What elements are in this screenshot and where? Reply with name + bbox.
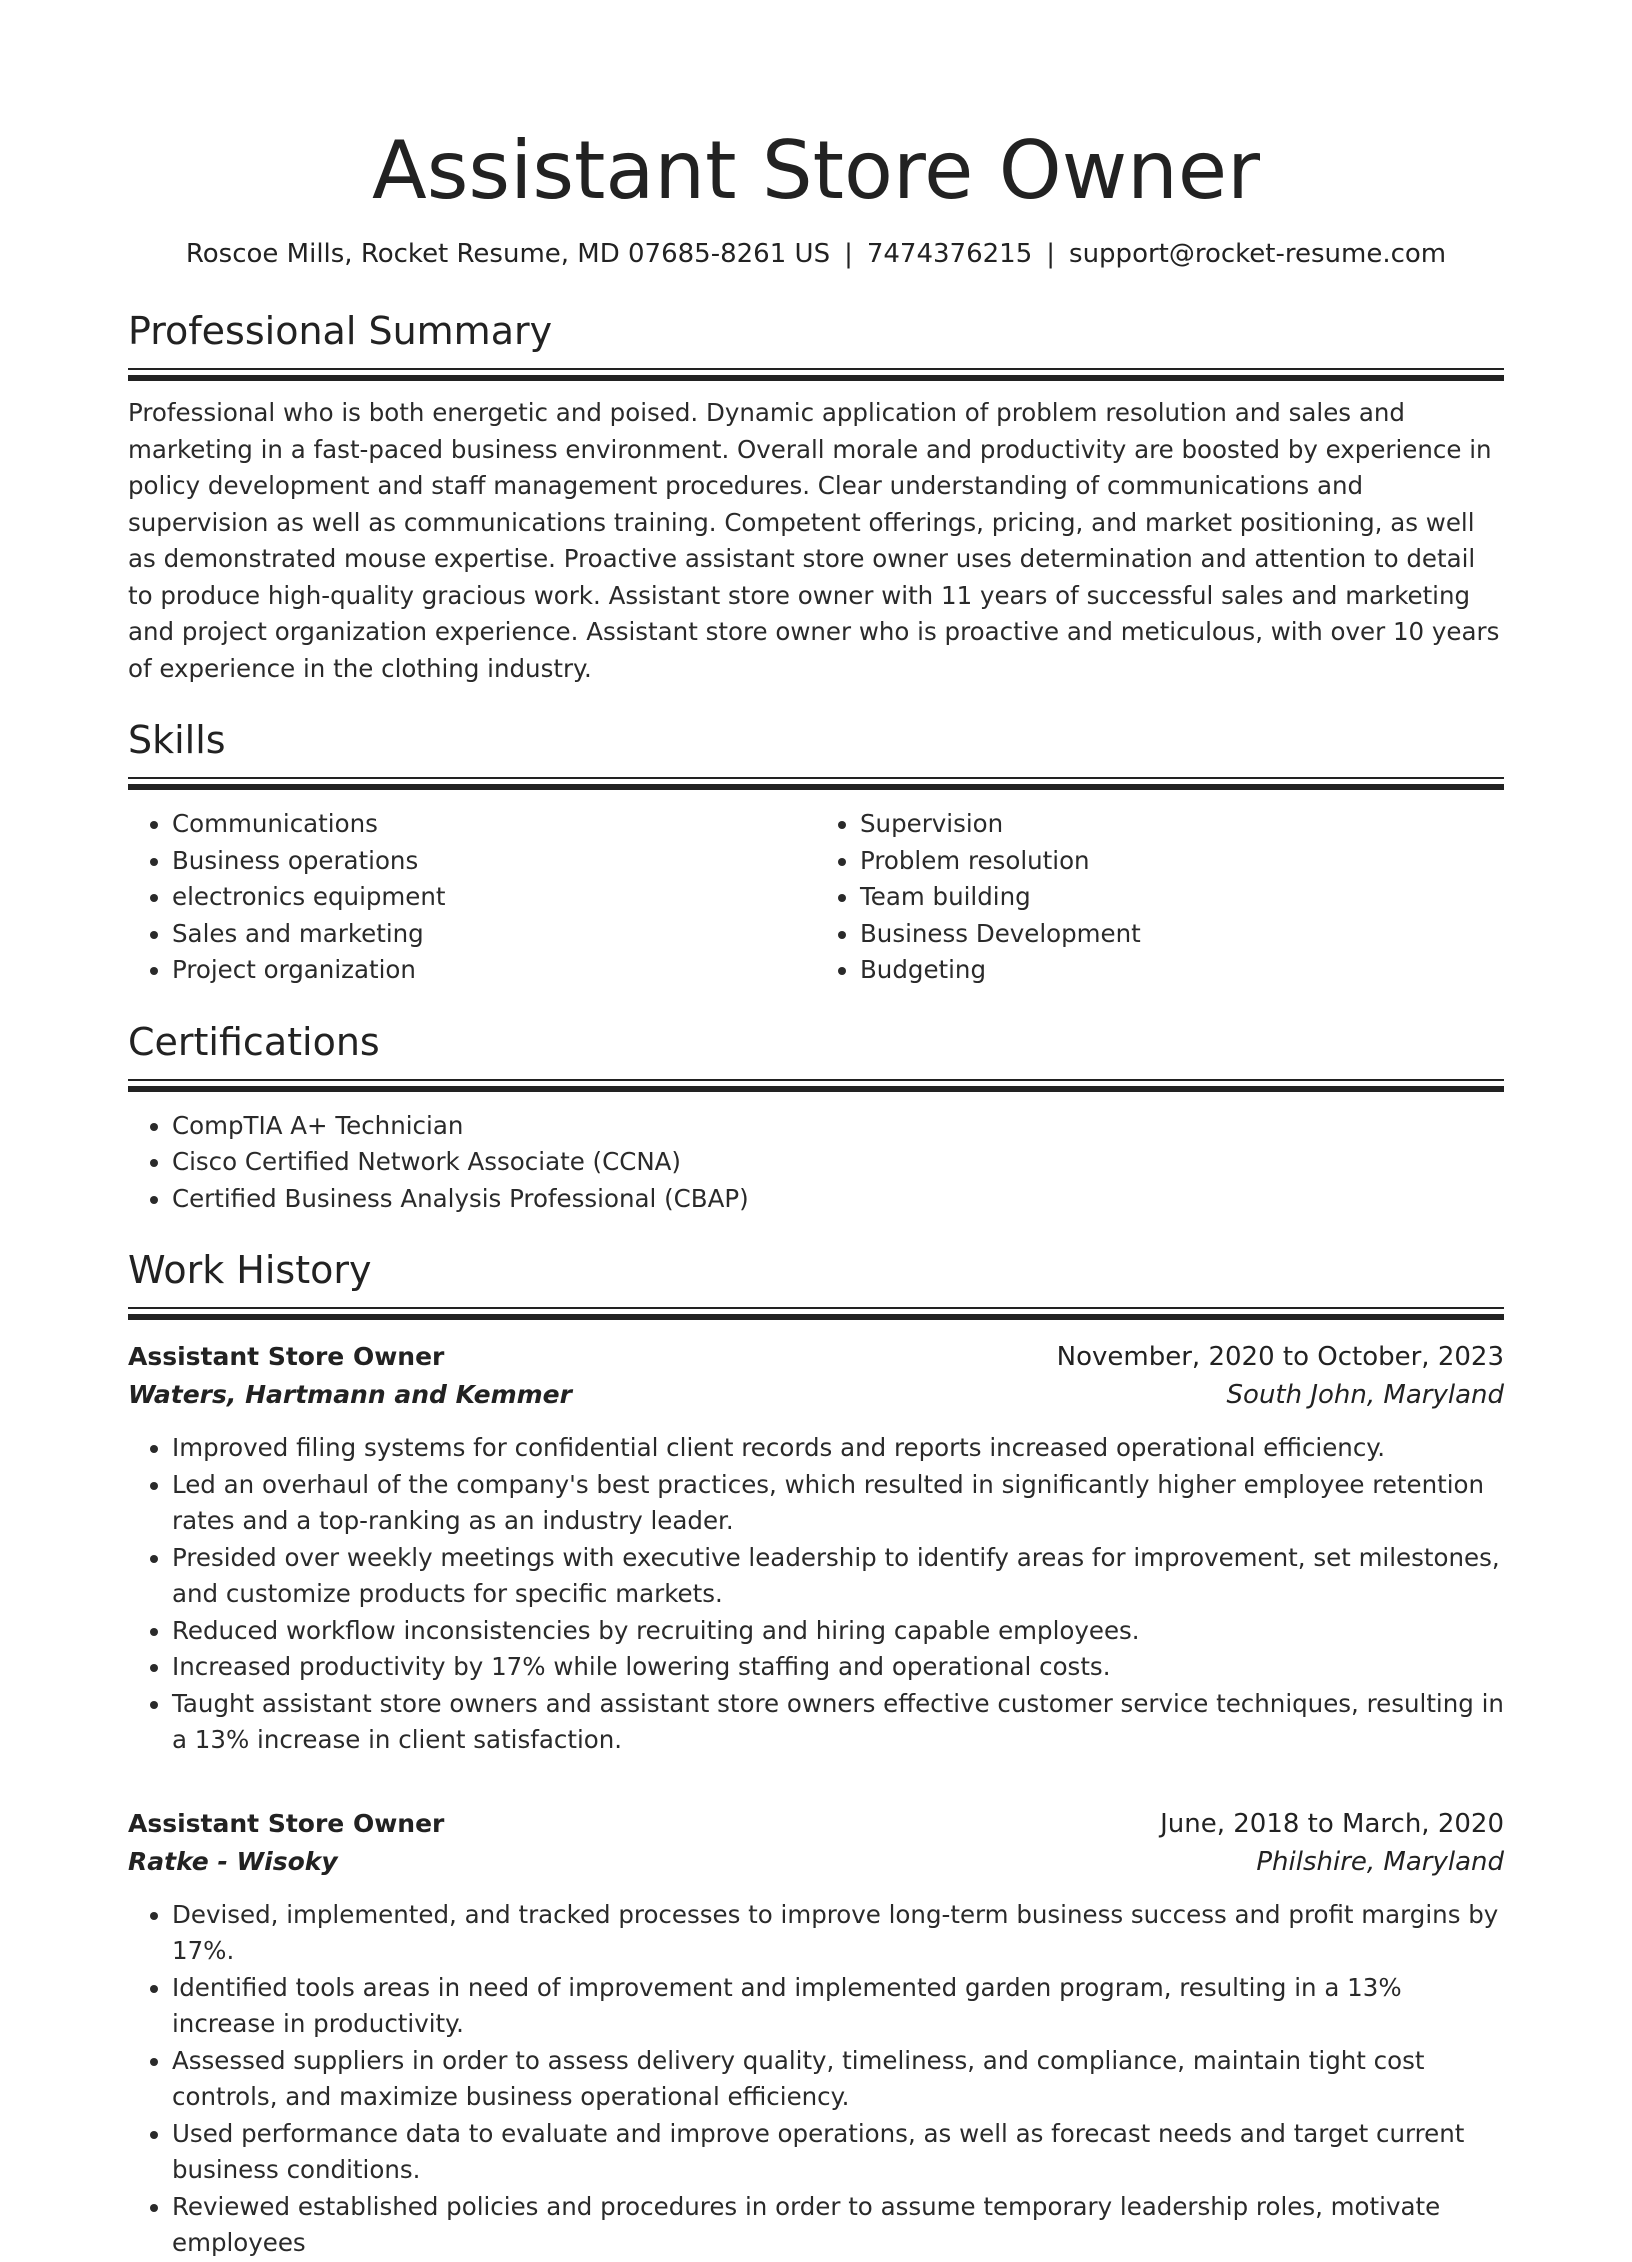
skills-grid <box>128 806 1504 989</box>
job-entry <box>128 1805 1504 2262</box>
job-header-row <box>128 1805 1504 1843</box>
job-title: Assistant Store Owner <box>128 1342 445 1371</box>
section-rule-thick <box>128 1314 1504 1320</box>
contact-address: Roscoe Mills, Rocket Resume, MD 07685-8261 US <box>185 239 831 269</box>
job-entry <box>128 1338 1504 1759</box>
job-title: Assistant Store Owner <box>128 1808 445 1838</box>
contact-phone: 7474376215 <box>866 239 1033 269</box>
contact-separator: | <box>844 239 853 269</box>
summary-section <box>128 306 1504 687</box>
job-bullet: • Reduced workflow inconsistencies by recruiting and hiring capable employees. <box>172 1613 1504 1650</box>
section-rule-thick <box>128 784 1504 790</box>
job-company-row <box>128 1376 1504 1414</box>
work-history-section <box>128 1245 1504 2262</box>
resume-name: Assistant Store Owner <box>372 124 1260 217</box>
skills-heading: Skills <box>128 718 226 762</box>
job-bullets <box>128 1430 1504 1759</box>
skill-item: • Team building <box>860 879 1504 916</box>
job-bullet: • Reviewed established policies and procedures in order to assume temporary leadership roles, motivate employees <box>172 2189 1504 2262</box>
job-dates: November, 2020 to October, 2023 <box>1056 1342 1504 1372</box>
skill-item: • Sales and marketing <box>172 916 816 953</box>
job-bullet: • Taught assistant store owners and assistant store owners effective customer service techniques, resulting in a 13% increase in client satisfaction. <box>172 1686 1504 1759</box>
skill-item: • electronics equipment <box>172 879 816 916</box>
certifications-heading: Certifications <box>128 1019 380 1064</box>
skill-item: • Communications <box>172 806 816 843</box>
job-dates: June, 2018 to March, 2020 <box>1160 1808 1504 1839</box>
job-location: Philshire, Maryland <box>1256 1846 1504 1877</box>
skill-item: • Business operations <box>172 843 816 880</box>
section-rule-thin <box>128 1079 1504 1081</box>
skill-item: • Budgeting <box>860 952 1504 989</box>
job-bullet: • Improved filing systems for confidential client records and reports increased operational efficiency. <box>172 1430 1504 1467</box>
job-bullet: • Assessed suppliers in order to assess delivery quality, timeliness, and compliance, maintain tight cost controls, and maximize business operational efficiency. <box>172 2043 1504 2116</box>
skill-item: • Project organization <box>172 952 816 989</box>
section-rule-thin <box>128 777 1504 779</box>
certification-item: • Cisco Certified Network Associate (CCNA) <box>172 1144 1504 1181</box>
certifications-list-wrap <box>128 1108 1504 1218</box>
job-bullet: • Identified tools areas in need of improvement and implemented garden program, resulting in a 13% increase in productivity. <box>172 1970 1504 2043</box>
job-company: Waters, Hartmann and Kemmer <box>128 1380 572 1409</box>
job-company: Ratke - Wisoky <box>128 1846 338 1876</box>
skills-list-left <box>128 806 816 989</box>
contact-email: support@rocket-resume.com <box>1069 239 1447 269</box>
resume-content <box>128 118 1504 2262</box>
certification-item: • CompTIA A+ Technician <box>172 1108 1504 1145</box>
job-header-row <box>128 1338 1504 1376</box>
skills-section <box>128 715 1504 989</box>
skill-item: • Supervision <box>860 806 1504 843</box>
job-bullet: • Presided over weekly meetings with executive leadership to identify areas for improvement, set milestones, and customize products for specific markets. <box>172 1540 1504 1613</box>
skills-list-right <box>816 806 1504 989</box>
certifications-list <box>128 1108 1504 1218</box>
work-history-heading: Work History <box>128 1248 372 1292</box>
job-bullets <box>128 1897 1504 2262</box>
certifications-section <box>128 1017 1504 1218</box>
job-bullet: • Used performance data to evaluate and improve operations, as well as forecast needs and target current business conditions. <box>172 2116 1504 2189</box>
certification-item: • Certified Business Analysis Professional (CBAP) <box>172 1181 1504 1218</box>
summary-text: Professional who is both energetic and poised. Dynamic application of problem resolution and sales and marketing in a fast-paced business environment. Overall morale and productivity are boosted by experience in policy development and staff management procedures. Clear understanding of communications and supervision as well as communications training. Competent offerings, pricing, and market positioning, as well as demonstrated mouse expertise. Proactive assistant store owner uses determination and attention to detail to produce high-quality gracious work. Assistant store owner with 11 years of successful sales and marketing and project organization experience. Assistant store owner who is proactive and meticulous, with over 10 years of experience in the clothing industry. <box>128 398 1500 683</box>
section-rule-thin <box>128 368 1504 370</box>
contact-separator: | <box>1046 239 1056 269</box>
section-rule-thin <box>128 1307 1504 1309</box>
summary-heading: Professional Summary <box>128 309 553 353</box>
contact-line <box>128 236 1504 272</box>
job-bullet: • Led an overhaul of the company's best practices, which resulted in significantly higher employee retention rates and a top-ranking as an industry leader. <box>172 1467 1504 1540</box>
section-rule-thick <box>128 375 1504 381</box>
job-location: South John, Maryland <box>1226 1380 1504 1410</box>
job-bullet: • Increased productivity by 17% while lowering staffing and operational costs. <box>172 1649 1504 1686</box>
section-rule-thick <box>128 1086 1504 1092</box>
skill-item: • Problem resolution <box>860 843 1504 880</box>
skill-item: • Business Development <box>860 916 1504 953</box>
job-bullet: • Devised, implemented, and tracked processes to improve long-term business success and profit margins by 17%. <box>172 1897 1504 1970</box>
job-company-row <box>128 1843 1504 1881</box>
